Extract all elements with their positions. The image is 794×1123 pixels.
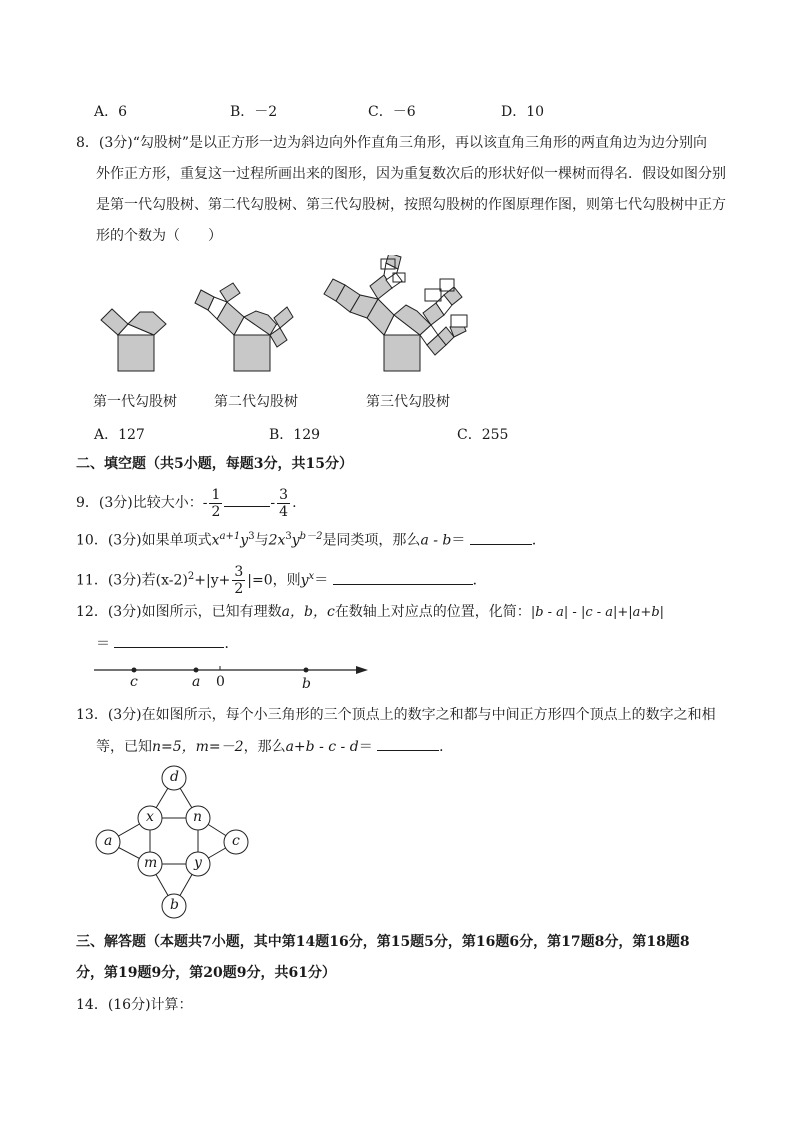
node-b: b (170, 897, 179, 913)
caption-generation-1: 第一代勾股树 (93, 394, 177, 410)
q9-fraction-1: $\frac{1}{2}$ (211, 486, 221, 520)
q9-prefix: 9．(3分)比较大小： (76, 495, 203, 511)
pythagoras-trees-figure (80, 255, 480, 380)
tree-generation-3 (324, 255, 467, 371)
node-a: a (104, 833, 113, 849)
q8-option-b: B．129 (269, 427, 321, 443)
node-c: c (232, 833, 240, 849)
q9-sign2: - (270, 495, 276, 511)
q9-line: 9．(3分)比较大小：- $\frac{1}{2}$ - $\frac{3}{4}$ . (76, 486, 297, 520)
q9-sign1: - (202, 495, 208, 511)
section3-title-line1: 三、解答题（本题共7小题，其中第14题16分，第15题5分，第16题6分，第17题8分，第18题8 (76, 934, 690, 950)
q13-line1: 13．(3分)在如图所示，每个小三角形的三个顶点上的数字之和都与中间正方形四个顶点上的数字之和相 (76, 707, 716, 723)
axis-label-c: c (130, 674, 138, 690)
q8-line2: 外作正方形，重复这一过程所画出来的图形，因为重复数次后的形状好似一棵树而得名．假设如图分别 (96, 166, 726, 182)
axis-label-zero: 0 (216, 674, 225, 690)
q12-line1: 12．(3分)如图所示，已知有理数a，b，c在数轴上对应点的位置，化简：|b - a| - |c - a|+|a+b| (76, 604, 665, 620)
node-d: d (170, 769, 179, 785)
q9-blank[interactable] (224, 492, 270, 507)
axis-label-a: a (192, 674, 201, 690)
q11-line: 11．(3分)若$(x-2)^2+|y+$ $\frac{3}{2}$ |=0，则$y^x=$ ． (76, 564, 487, 598)
q8-line1: 8．(3分)“勾股树”是以正方形一边为斜边向外作直角三角形，再以该直角三角形的两直角边为边分别向 (76, 135, 708, 151)
q12-line2: ＝ ． (96, 633, 238, 654)
q11-blank[interactable] (333, 570, 473, 585)
q7-option-a: A．6 (94, 104, 128, 120)
q7-option-c: C．－6 (368, 104, 416, 120)
caption-generation-3: 第三代勾股树 (366, 394, 450, 410)
q13-blank[interactable] (377, 736, 439, 751)
node-m: m (144, 855, 158, 871)
q11-fraction: $\frac{3}{2}$ (234, 564, 244, 598)
section3-title-line2: 分，第19题9分，第20题9分，共61分） (76, 965, 336, 981)
q14-text: 14．(16分)计算： (76, 997, 193, 1013)
node-y: y (194, 855, 202, 871)
q13-line2: 等，已知n=5，m=－2，那么a+b - c - d＝ ． (96, 736, 453, 757)
q8-line4: 形的个数为（ ） (96, 228, 222, 244)
q7-option-b: B．－2 (230, 104, 278, 120)
caption-generation-2: 第二代勾股树 (214, 394, 298, 410)
node-n: n (193, 809, 203, 825)
tree-generation-2 (195, 283, 293, 371)
q8-option-c: C．255 (457, 427, 509, 443)
q12-blank[interactable] (114, 633, 224, 648)
q9-fraction-2: $\frac{3}{4}$ (279, 486, 289, 520)
q10-line: 10．(3分)如果单项式$x^{a+1}y^3$与$2x^3y^{b-2}$是同类项，那么a - b＝ ． (76, 531, 546, 549)
q8-line3: 是第一代勾股树、第二代勾股树、第三代勾股树，按照勾股树的作图原理作图，则第七代勾股树中正方 (96, 197, 726, 213)
section2-title: 二、填空题（共5小题，每题3分，共15分） (76, 456, 353, 472)
q10-blank[interactable] (470, 530, 532, 545)
q7-option-d: D．10 (501, 104, 545, 120)
axis-label-b: b (302, 676, 311, 692)
tree-generation-1 (101, 309, 166, 371)
q8-option-a: A．127 (94, 427, 145, 443)
node-x: x (146, 809, 154, 825)
